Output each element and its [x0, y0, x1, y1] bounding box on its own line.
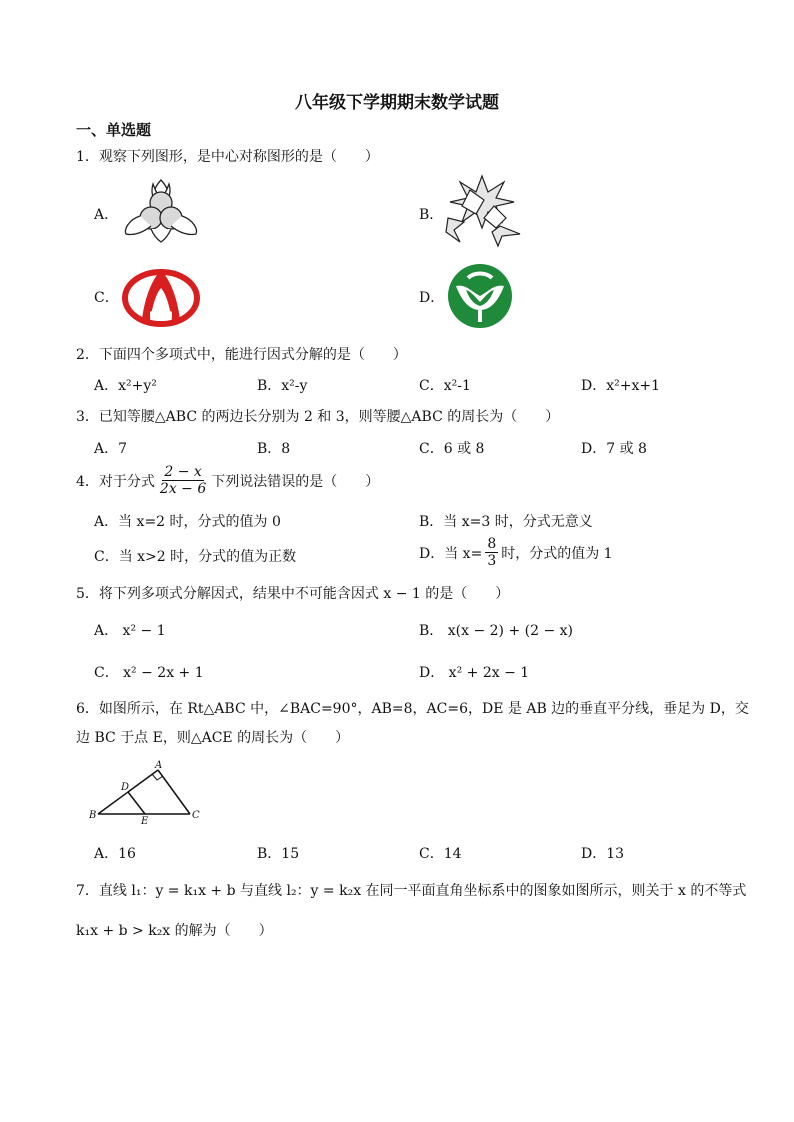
- q5-option-a[interactable]: A． x² − 1: [94, 623, 166, 639]
- q4-fraction-denominator: 2x − 6: [159, 481, 207, 497]
- q4-option-d-suffix: 时，分式的值为 1: [501, 545, 613, 562]
- q1-option-b-label[interactable]: B．: [419, 207, 444, 223]
- red-emblem-figure-icon: [120, 262, 202, 328]
- q2-option-a[interactable]: A．x²+y²: [94, 378, 157, 394]
- question-6-stem-line1: 6．如图所示，在 Rt△ABC 中，∠BAC=90°，AB=8，AC=6，DE 是 AB 边的垂直平分线，垂足为 D，交: [76, 701, 749, 717]
- pinwheel-stars-figure-icon: [440, 172, 526, 248]
- q4-option-a[interactable]: A．当 x=2 时，分式的值为 0: [94, 514, 281, 530]
- q3-option-d[interactable]: D．7 或 8: [581, 441, 647, 457]
- q5-option-b[interactable]: B． x(x − 2) + (2 − x): [419, 623, 573, 639]
- triangle-label-e: E: [141, 816, 149, 824]
- q3-option-a[interactable]: A．7: [94, 441, 128, 457]
- question-1-stem: 1．观察下列图形，是中心对称图形的是（ ）: [76, 149, 379, 165]
- green-emblem-figure-icon: [446, 262, 514, 330]
- q4-option-b[interactable]: B．当 x=3 时，分式无意义: [419, 514, 593, 530]
- q4-fraction: [158, 464, 208, 497]
- q2-option-c[interactable]: C．x²-1: [419, 378, 471, 394]
- section-heading: 一、单选题: [76, 121, 152, 139]
- page-title: 八年级下学期期末数学试题: [295, 93, 499, 113]
- q1-option-d-label[interactable]: D．: [419, 290, 445, 306]
- q4-option-c[interactable]: C．当 x>2 时，分式的值为正数: [94, 549, 297, 565]
- q1-option-a-label[interactable]: A．: [94, 207, 119, 223]
- q4-option-d-prefix: D．当 x=: [419, 545, 483, 562]
- question-3-stem: 3．已知等腰△ABC 的两边长分别为 2 和 3，则等腰△ABC 的周长为（ ）: [76, 409, 560, 425]
- triangle-figure-icon: [88, 758, 208, 824]
- q4-stem-prefix: 4．对于分式: [76, 473, 155, 490]
- q6-option-b[interactable]: B．15: [257, 846, 300, 862]
- q3-option-c[interactable]: C．6 或 8: [419, 441, 485, 457]
- q1-option-c-label[interactable]: C．: [94, 290, 119, 306]
- q2-option-d[interactable]: D．x²+x+1: [581, 378, 660, 394]
- triangle-label-d: D: [121, 782, 130, 793]
- q4-option-d-numerator: 8: [487, 536, 497, 552]
- question-5-stem: 5．将下列多项式分解因式，结果中不可能含因式 x − 1 的是（ ）: [76, 586, 510, 602]
- q4-option-d[interactable]: [419, 536, 613, 569]
- question-7-stem-line1: 7．直线 l₁：y = k₁x + b 与直线 l₂：y = k₂x 在同一平面直角坐标系中的图象如图所示，则关于 x 的不等式: [76, 883, 747, 899]
- q2-option-b[interactable]: B．x²-y: [257, 378, 308, 394]
- q4-option-d-denominator: 3: [487, 553, 497, 569]
- triangle-label-c: C: [192, 810, 200, 821]
- q5-option-c[interactable]: C． x² − 2x + 1: [94, 665, 204, 681]
- triangle-label-a: A: [155, 760, 163, 771]
- q4-fraction-numerator: 2 − x: [164, 464, 202, 480]
- triangle-label-b: B: [89, 810, 97, 821]
- q6-option-a[interactable]: A．16: [94, 846, 136, 862]
- question-7-stem-line2: k₁x + b > k₂x 的解为（ ）: [76, 923, 273, 939]
- q4-option-d-fraction: [485, 536, 498, 569]
- q4-stem-suffix: 下列说法错误的是（ ）: [211, 473, 380, 490]
- question-2-stem: 2．下面四个多项式中，能进行因式分解的是（ ）: [76, 347, 407, 363]
- q6-option-c[interactable]: C．14: [419, 846, 462, 862]
- question-6-stem-line2: 边 BC 于点 E，则△ACE 的周长为（ ）: [76, 730, 350, 746]
- question-4-stem: [76, 464, 379, 497]
- q3-option-b[interactable]: B．8: [257, 441, 291, 457]
- trefoil-figure-icon: [120, 176, 202, 244]
- q5-option-d[interactable]: D． x² + 2x − 1: [419, 665, 530, 681]
- q6-option-d[interactable]: D．13: [581, 846, 625, 862]
